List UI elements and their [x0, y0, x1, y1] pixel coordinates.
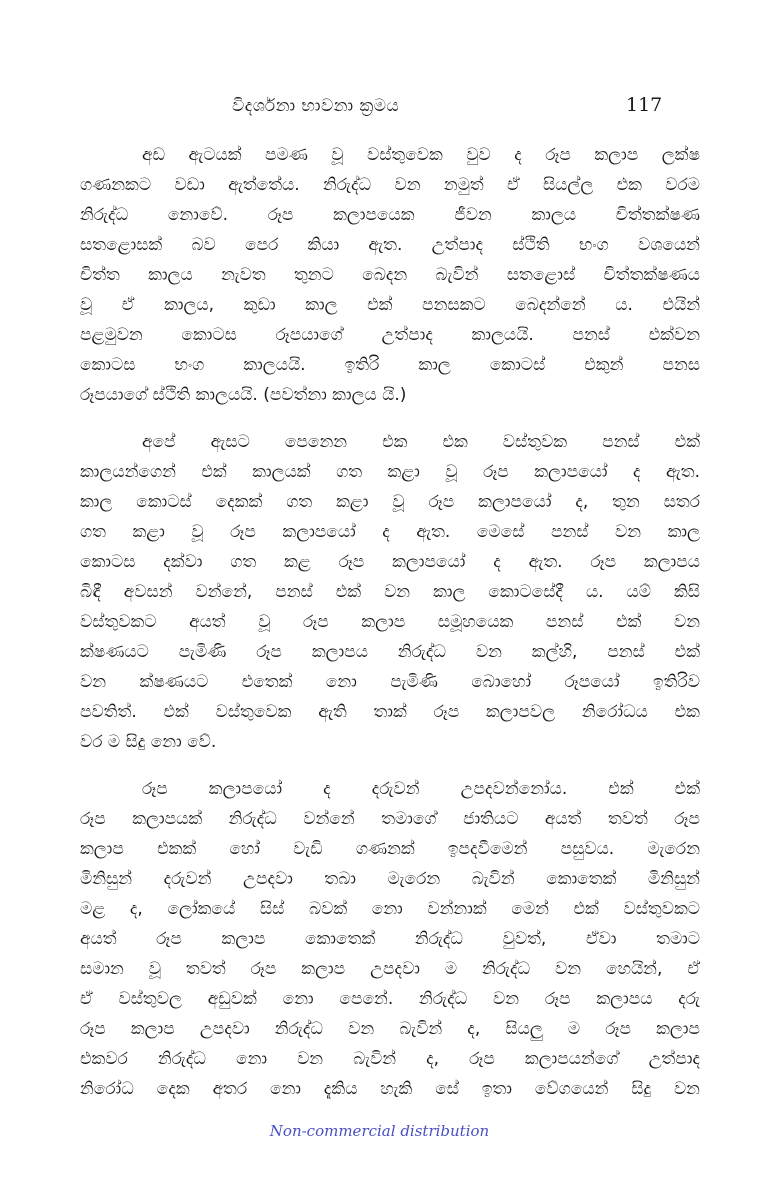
- text-line: මළ ද, ලෝකයේ සිස් බවක් නො වන්නාක් මෙන් එක් වස්තුවකට: [80, 899, 700, 919]
- text-line: මිනිසුන් දරුවන් උපදවා තබා මැරෙන බැවින් කොතෙක් මිනිසුන්: [80, 869, 700, 889]
- text-line: ගණනකට වඩා ඇත්තේය. නිරුද්ධ වන නමුත් ඒ සියල්ල එක වරම: [80, 175, 700, 195]
- paragraph-gap: [80, 410, 700, 427]
- text-line: රූප කලාපයෝ ද දරුවන් උපදවන්නෝය. එක් එක්: [142, 779, 700, 799]
- page-number: 117: [626, 94, 663, 116]
- text-line: කලාප එකක් හෝ වැඩි ගණනක් ඉපදවීමෙන් පසුවය. මැරෙන: [80, 839, 700, 859]
- body-text: [80, 140, 700, 1104]
- paragraph-3: [80, 774, 700, 1104]
- text-line: බිඳී අවසන් වන්නේ, පනස් එක් වන කාල කොටසේදී ය. යම් කිසි: [80, 582, 700, 602]
- text-line: ඒ වස්තුවල අඩුවක් නො පෙනේ. නිරුද්ධ වන රූප කලාපය දරු: [80, 989, 700, 1009]
- paragraph-1: [80, 140, 700, 410]
- page-header: [0, 96, 759, 126]
- text-line: සමාන වූ තවත් රූප කලාප උපදවා ම නිරුද්ධ වන හෙයින්, ඒ: [80, 959, 700, 979]
- text-line: ක්ෂණයට පැමිණි රූප කලාපය නිරුද්ධ වන කල්හි, පනස් එක්: [80, 642, 700, 662]
- paragraph-gap: [80, 757, 700, 774]
- text-line: රූප කලාපයක් නිරුද්ධ වන්නේ තමාගේ ජාතියට අයත් තවත් රූප: [80, 809, 700, 829]
- paragraph-2: [80, 427, 700, 757]
- text-line: සතළොසක් බව පෙර කියා ඇත. උත්පාද ස්ථිති භංග වශයෙන්: [80, 235, 700, 255]
- text-line: චිත්ත කාලය නැවත තුනට බෙදන බැවින් සතළොස් චිත්තක්ෂණය: [80, 265, 700, 285]
- text-line: එකවර නිරුද්ධ නො වන බැවින් ද, රූප කලාපයන්ගේ උත්පාද: [80, 1049, 700, 1069]
- text-line: අපේ ඇසට පෙනෙන එක එක වස්තුවක පනස් එක්: [142, 432, 700, 452]
- text-line: කොටස දක්වා ගත කළ රූප කලාපයෝ ද ඇත. රූප කලාපය: [80, 552, 700, 572]
- text-line: වන ක්ෂණයට එතෙක් නො පැමිණි බොහෝ රූපයෝ ඉතිරිව: [80, 672, 700, 692]
- text-line: රූප කලාප උපදවා නිරුද්ධ වන බැවින් ද, සියලු ම රූප කලාප: [80, 1019, 700, 1039]
- distribution-notice: Non-commercial distribution: [269, 1122, 490, 1140]
- text-line: වස්තුවකට අයත් වූ රූප කලාප සමූහයෙක පනස් එක් වන: [80, 612, 700, 632]
- text-line: අඩ ඇටයක් පමණ වූ වස්තුවෙක වුව ද රූප කලාප ලක්ෂ: [142, 145, 700, 165]
- text-line: පළමුවන කොටස රූපයාගේ උත්පාද කාලයයි. පනස් එක්වන: [80, 325, 700, 345]
- text-line: කාලයන්ගෙන් එක් කාලයක් ගත කළා වූ රූප කලාපයෝ ද ඇත.: [80, 462, 700, 482]
- text-line: නිරෝධ දෙක අතර නො දැකිය හැකි සේ ඉතා වේගයෙන් සිදු වන: [80, 1079, 700, 1099]
- text-line: පවතිත්. එක් වස්තුවෙක ඇති තාක් රූප කලාපවල නිරෝධය එක: [80, 702, 700, 722]
- text-line: ගත කළා වූ රූප කලාපයෝ ද ඇත. මෙසේ පනස් වන කාල: [80, 522, 700, 542]
- text-line: කාල කොටස් දෙකක් ගත කළා වූ රූප කලාපයෝ ද, තුන සතර: [80, 492, 700, 512]
- text-line: කොටස භංග කාලයයි. ඉතිරි කාල කොටස් එකුන් පනස: [80, 355, 700, 375]
- text-line: වූ ඒ කාලය, කුඩා කාල එක් පනසකට බෙදන්නේ ය. එයින්: [80, 295, 700, 315]
- running-title: විදර්ශනා භාවනා ක්‍රමය: [232, 96, 400, 116]
- text-line: වර ම සිදු නො වේ.: [80, 732, 217, 752]
- text-line: රූපයාගේ ස්ථිති කාලයයි. (පවත්නා කාලය යි.): [80, 385, 407, 405]
- text-line: නිරුද්ධ නොවේ. රූප කලාපයෙක ජීවන කාලය චිත්තක්ෂණ: [80, 205, 700, 225]
- text-line: අයත් රූප කලාප කොතෙක් නිරුද්ධ වුවත්, ඒවා තමාට: [80, 929, 700, 949]
